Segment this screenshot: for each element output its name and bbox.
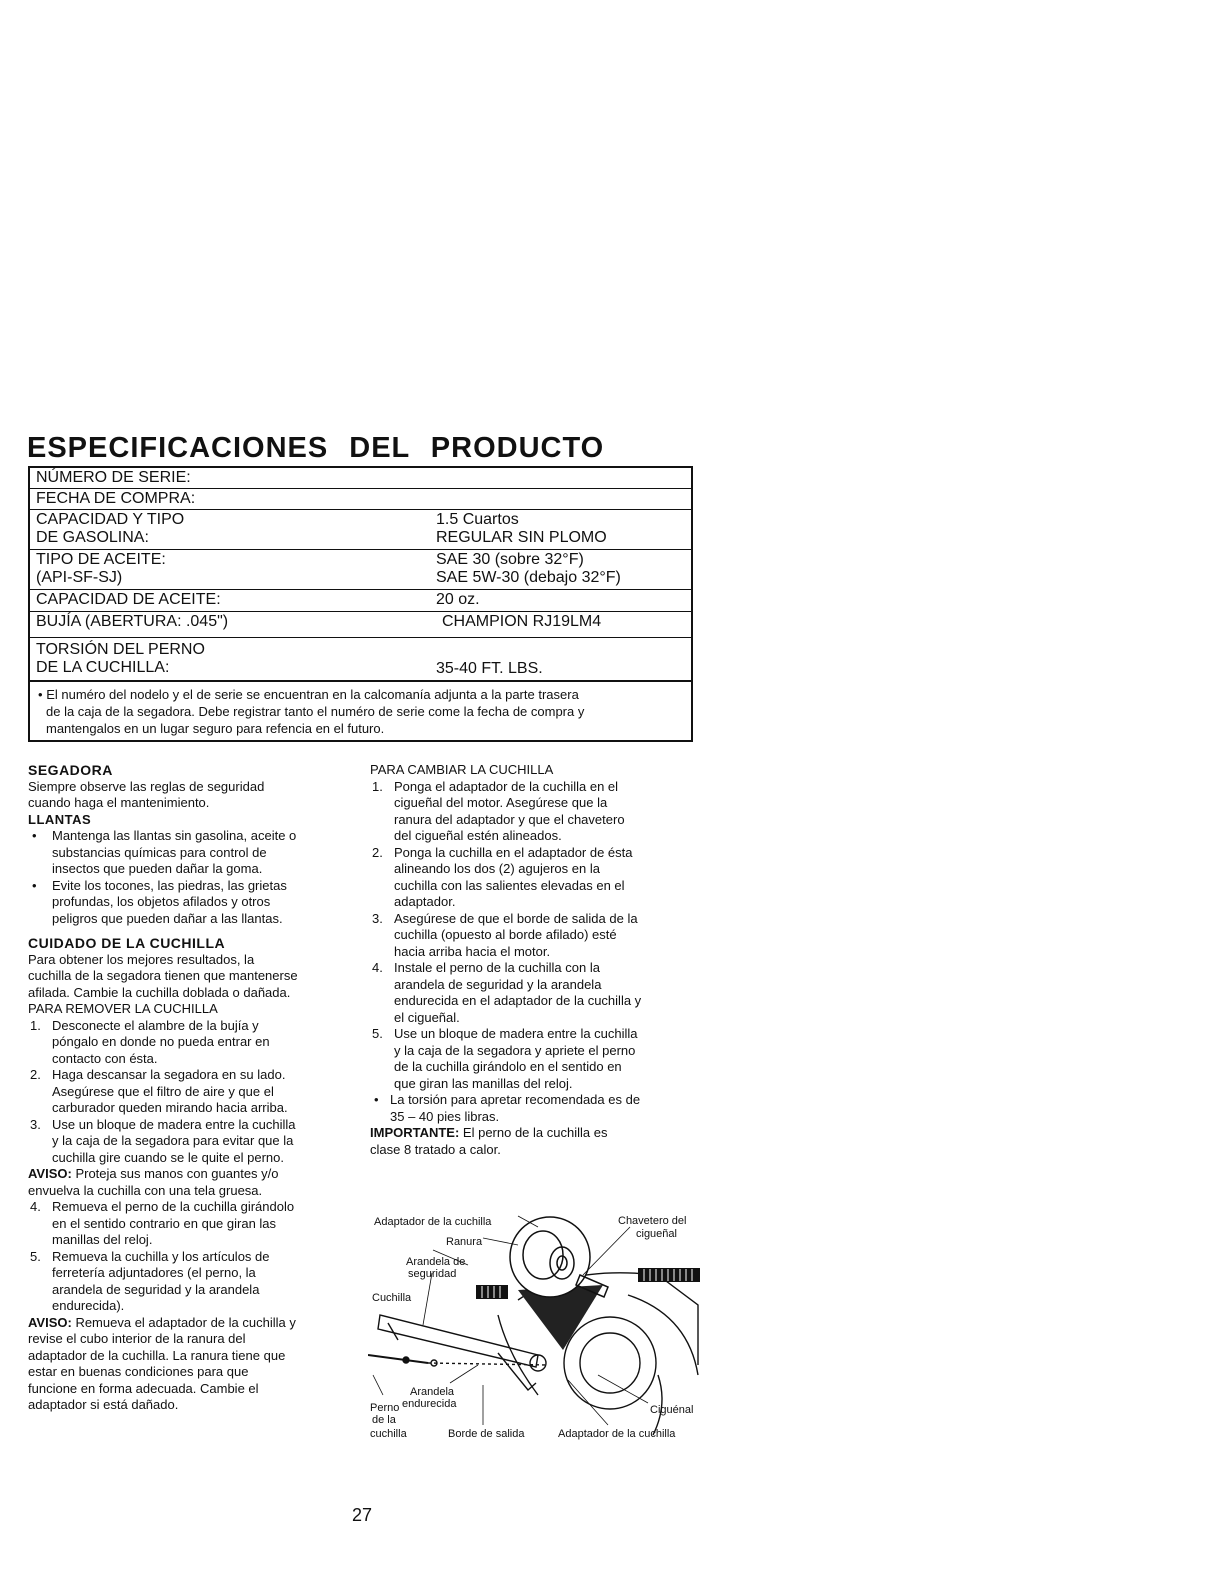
cambiar-step-2: 2. Ponga la cuchilla en el adaptador de ésta alineando los dos (2) agujeros en la cuchilla con las salientes elevadas en el adaptador. bbox=[372, 844, 633, 909]
torque-bullet: • La torsión para apretar recomendada es de 35 – 40 pies libras. bbox=[374, 1092, 641, 1124]
llantas-bullet-2: • Evite los tocones, las piedras, las grietas profundas, los objetos afilados y otros peligros que pueden dañar a las llantas. bbox=[32, 877, 287, 926]
oil-capacity-label: CAPACIDAD DE ACEITE: bbox=[36, 591, 221, 608]
cambiar-heading: PARA CAMBIAR LA CUCHILLA bbox=[370, 762, 554, 777]
blade-drawing bbox=[368, 1315, 548, 1390]
segadora-text: Siempre observe las reglas de seguridad cuando haga el mantenimiento. bbox=[28, 778, 265, 810]
llantas-heading: LLANTAS bbox=[28, 811, 92, 827]
label-arandela-seguridad-1: Arandela de bbox=[406, 1256, 466, 1268]
label-perno-3: cuchilla bbox=[370, 1428, 407, 1440]
spec-row-spark-plug bbox=[30, 612, 691, 638]
cambiar-step-3: 3. Asegúrese de que el borde de salida de la cuchilla (opuesto al borde afilado) esté hacia arriba hacia el motor. bbox=[372, 910, 638, 959]
importante-note: IMPORTANTE: El perno de la cuchilla es clase 8 tratado a calor. bbox=[370, 1125, 608, 1157]
spec-row-gasoline bbox=[30, 510, 691, 550]
oil-capacity-value: 20 oz. bbox=[436, 591, 480, 608]
note-bullet: • bbox=[38, 687, 43, 702]
remover-step-2: 2. Haga descansar la segadora en su lado. Asegúrese que el filtro de aire y que el carburador queden mirando hacia arriba. bbox=[30, 1067, 288, 1115]
spec-row-torque bbox=[30, 638, 691, 682]
segadora-heading: SEGADORA bbox=[28, 762, 113, 778]
remover-step-4: 4. Remueva el perno de la cuchilla girándolo en el sentido contrario en que giran las manillas del reloj. bbox=[30, 1199, 295, 1247]
remover-heading: PARA REMOVER LA CUCHILLA bbox=[28, 1001, 218, 1016]
torque-value: 35-40 FT. LBS. bbox=[436, 660, 543, 677]
page-title: ESPECIFICACIONES DEL PRODUCTO bbox=[27, 432, 605, 464]
remover-step-5: 5. Remueva la cuchilla y los artículos de ferretería adjuntadores (el perno, la arandela de seguridad y la arandela endurecida). bbox=[30, 1248, 270, 1313]
page-number: 27 bbox=[352, 1505, 373, 1525]
label-arandela-endurecida-2: endurecida bbox=[402, 1398, 457, 1410]
gas-value: 1.5 Cuartos REGULAR SIN PLOMO bbox=[436, 511, 607, 546]
date-label: FECHA DE COMPRA: bbox=[36, 490, 196, 507]
label-borde-de-salida: Borde de salida bbox=[448, 1428, 525, 1440]
llantas-bullet-1: • Mantenga las llantas sin gasolina, aceite o substancias químicas para control de insectos que pueden dañar la goma. bbox=[32, 828, 297, 876]
right-column bbox=[370, 762, 710, 1158]
blade-assembly-diagram bbox=[368, 1205, 703, 1450]
label-adaptador-top: Adaptador de la cuchilla bbox=[374, 1216, 492, 1228]
spec-row-serial bbox=[30, 468, 691, 489]
oil-type-label: TIPO DE ACEITE: (API-SF-SJ) bbox=[36, 551, 166, 586]
label-adaptador-bottom: Adaptador de la cuchilla bbox=[558, 1428, 676, 1440]
aviso-1: AVISO: Proteja sus manos con guantes y/o envuelva la cuchilla con una tela gruesa. bbox=[28, 1166, 279, 1198]
spark-plug-label: BUJÍA (ABERTURA: .045") bbox=[36, 613, 229, 630]
label-arandela-seguridad-2: seguridad bbox=[408, 1268, 457, 1280]
cuidado-text: Para obtener los mejores resultados, la cuchilla de la segadora tienen que mantenerse afilada. Cambie la cuchilla doblada o dañada. bbox=[28, 951, 298, 1000]
oil-type-value: SAE 30 (sobre 32°F) SAE 5W-30 (debajo 32°F) bbox=[436, 551, 621, 586]
cambiar-step-4: 4. Instale el perno de la cuchilla con la arandela de seguridad y la arandela endurecida en el adaptador de la cuchilla y el cigueñal. bbox=[372, 960, 642, 1025]
serial-label: NÚMERO DE SERIE: bbox=[36, 469, 191, 486]
label-chavetero-2: cigueñal bbox=[636, 1228, 677, 1240]
remover-step-1: 1. Desconecte el alambre de la bujía y póngalo en donde no pueda entrar en contacto con ésta. bbox=[30, 1017, 270, 1066]
spec-row-oil-capacity bbox=[30, 590, 691, 612]
label-ranura: Ranura bbox=[446, 1236, 483, 1248]
cuidado-heading: CUIDADO DE LA CUCHILLA bbox=[28, 935, 226, 951]
gas-label: CAPACIDAD Y TIPO DE GASOLINA: bbox=[36, 511, 185, 546]
cambiar-step-5: 5. Use un bloque de madera entre la cuchilla y la caja de la segadora y apriete el perno de la cuchilla girándolo en el sentido en que giran las manillas del reloj. bbox=[372, 1026, 638, 1091]
aviso-2: AVISO: Remueva el adaptador de la cuchilla y revise el cubo interior de la ranura del adaptador de la cuchilla. La ranura tiene que estar en buenas condiciones para que funcione en forma adecuada. Cambie el adaptador si está dañado. bbox=[28, 1314, 296, 1412]
label-perno-1: Perno bbox=[370, 1402, 400, 1414]
torque-label: TORSIÓN DEL PERNO DE LA CUCHILLA: bbox=[36, 641, 205, 676]
label-cuchilla: Cuchilla bbox=[372, 1292, 412, 1304]
spec-note: • El numéro del nodelo y el de serie se encuentran en la calcomanía adjunta a la parte trasera de la caja de la segadora. Debe registrar tanto el numéro de serie come la fecha de compra y mantengalos en un lugar seguro para refencia en el futuro. bbox=[38, 687, 585, 736]
label-perno-2: de la bbox=[372, 1414, 396, 1426]
cambiar-step-1: 1. Ponga el adaptador de la cuchilla en el cigueñal del motor. Asegúrese que la ranura del adaptador y que el chavetero del cigueñal estén alineados. bbox=[372, 778, 625, 843]
label-chavetero-1: Chavetero del bbox=[618, 1215, 687, 1227]
label-arandela-endurecida-1: Arandela bbox=[410, 1386, 455, 1398]
spark-plug-value: CHAMPION RJ19LM4 bbox=[442, 613, 602, 630]
adapter-callout bbox=[510, 1217, 608, 1297]
remover-step-3: 3. Use un bloque de madera entre la cuchilla y la caja de la segadora para evitar que la cuchilla gire cuando se le quite el perno. bbox=[30, 1116, 296, 1165]
label-ciguenal: Ciguénal bbox=[650, 1404, 694, 1416]
left-column bbox=[28, 762, 368, 1414]
spec-table bbox=[28, 466, 693, 742]
spec-row-date bbox=[30, 489, 691, 510]
spec-row-oil-type bbox=[30, 550, 691, 590]
